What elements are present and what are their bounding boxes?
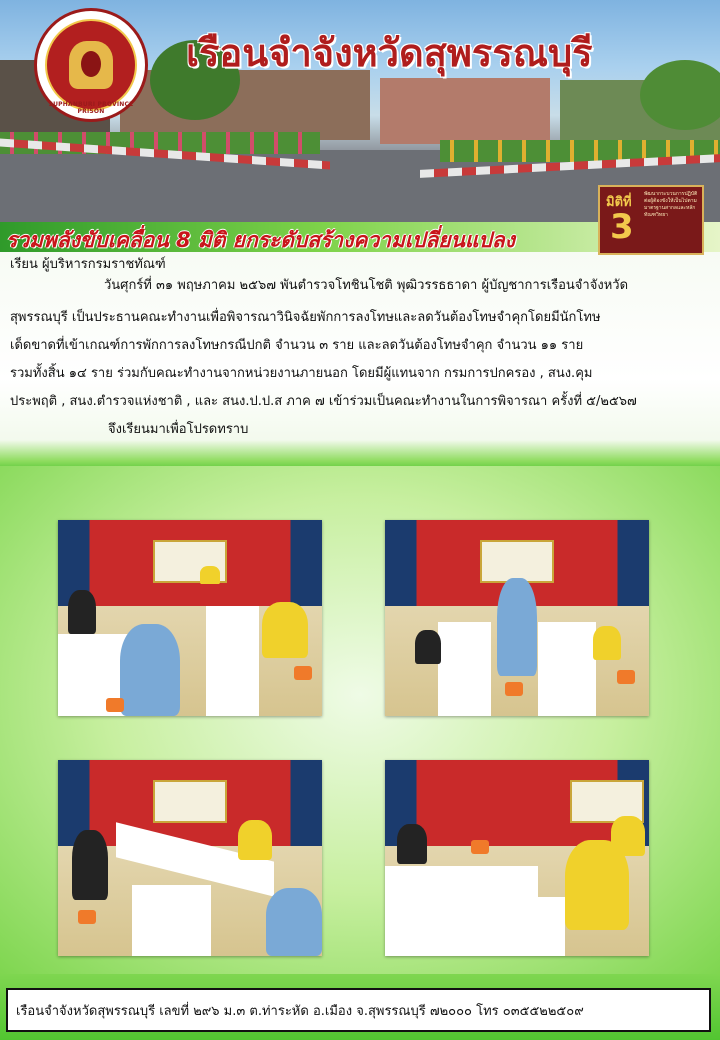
slogan-heading: รวมพลังขับเคลื่อน 8 มิติ ยกระดับสร้างความเปลี่ยนแปลง: [6, 228, 515, 252]
photo-person: [397, 824, 427, 864]
meeting-photo: [385, 760, 649, 956]
photo-chair: [106, 698, 124, 712]
page-title: เรือนจำจังหวัดสุพรรณบุรี: [186, 31, 593, 75]
letter-line: สุพรรณบุรี เป็นประธานคณะทำงานเพื่อพิจารณาวินิจฉัยพักการลงโทษและลดวันต้องโทษจำคุกโดยมีนักโทษ: [10, 310, 601, 325]
photo-chair: [505, 682, 523, 696]
photo-person: [266, 888, 322, 956]
badge-word: มิติที่: [606, 195, 632, 210]
photo-chair: [294, 666, 312, 680]
photo-person: [120, 624, 180, 716]
letter-closing: จึงเรียนมาเพื่อโปรดทราบ: [108, 422, 249, 437]
photo-person: [238, 820, 272, 860]
photo-table: [206, 606, 259, 716]
seal-emblem-icon: [69, 41, 113, 89]
photo-person: [593, 626, 621, 660]
photo-banner-screen: [480, 540, 554, 583]
photo-banner-screen: [153, 780, 227, 823]
photo-chair: [471, 840, 489, 854]
photo-person: [262, 602, 308, 658]
banner-tree: [640, 60, 720, 130]
photo-chair: [78, 910, 96, 924]
photo-person: [497, 578, 537, 676]
photo-person: [611, 816, 645, 856]
photo-chair: [617, 670, 635, 684]
photo-table: [438, 622, 491, 716]
badge-number: 3: [610, 207, 634, 247]
photo-person: [200, 566, 220, 584]
photo-table: [538, 622, 596, 716]
dimension-badge: [598, 185, 704, 255]
meeting-photo: [58, 760, 322, 956]
meeting-photo: [385, 520, 649, 716]
prison-seal-logo: [34, 8, 148, 122]
footer-address: เรือนจำจังหวัดสุพรรณบุรี เลขที่ ๒๙๖ ม.๓ ต.ท่าระหัด อ.เมือง จ.สุพรรณบุรี ๗๒๐๐๐ โทร ๐๓๕๕๒๒๕๐๙: [16, 1004, 584, 1019]
letter-line: ประพฤติ , สนง.ตำรวจแห่งชาติ , และ สนง.ป.ป.ส ภาค ๗ เข้าร่วมเป็นคณะทำงานในการพิจารณา ครั้งที่ ๕/๒๕๖๗: [10, 394, 637, 409]
banner-building: [380, 78, 550, 144]
photo-person: [68, 590, 96, 634]
seal-inner: [45, 19, 137, 111]
letter-salutation: เรียน ผู้บริหารกรมราชทัณฑ์: [10, 257, 166, 272]
photo-person: [415, 630, 441, 664]
letter-line: วันศุกร์ที่ ๓๑ พฤษภาคม ๒๕๖๗ พันตำรวจโทชินโชติ พุฒิวรรธธาดา ผู้บัญชาการเรือนจำจังหวัด: [104, 278, 629, 293]
meeting-photo: [58, 520, 322, 716]
photo-person: [72, 830, 108, 900]
badge-description: พัฒนากระบวนการปฏิบัติต่อผู้ต้องขังให้เป็นไปตามมาตรฐานสากลและหลักทัณฑวิทยา: [644, 191, 698, 218]
letter-line: เด็ดขาดที่เข้าเกณฑ์การพักการลงโทษกรณีปกติ จำนวน ๓ ราย และลดวันต้องโทษจำคุก จำนวน ๑๑ ราย: [10, 338, 584, 353]
seal-text: SUPHANBURI PROVINCE PRISON: [48, 101, 134, 115]
letter-line: รวมทั้งสิ้น ๑๔ ราย ร่วมกับคณะทำงานจากหน่วยงานภายนอก โดยมีผู้แทนจาก กรมการปกครอง , สนง.คุม: [10, 366, 593, 381]
photo-table: [459, 897, 565, 956]
photo-table: [132, 885, 211, 956]
